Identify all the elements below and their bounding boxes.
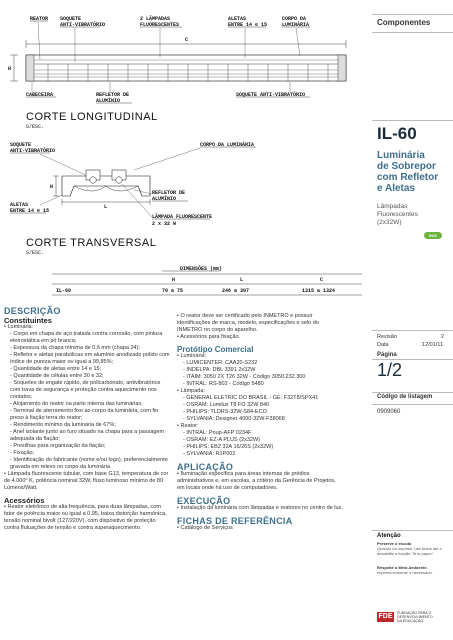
list-item: - Quantidade de células entre 30 e 32;	[10, 373, 104, 379]
dim-c-label: C	[185, 37, 189, 43]
list-item: - Rendimento mínimo da luminária de 67%;	[10, 422, 116, 428]
cross-label-corpo: CORPO DA LUMINÁRIA	[200, 142, 255, 148]
list-item: - PHILIPS: EB2 32A 16/26S (2x32W)	[183, 444, 274, 450]
product-name-line: e Aletas	[377, 183, 415, 194]
list-item: - Identificação do fabricante (nome e/ou logo), preferencialmente gravada em relevo no corpo da luminária.	[10, 457, 168, 470]
list-item: - INTRAL: RS-802 - Código 5480	[183, 381, 264, 387]
dim-row-model: IL-60	[56, 288, 72, 294]
long-section-title: CORTE LONGITUDINAL	[26, 111, 158, 123]
list-item: - Espessura da chapa mínima de 0,6 mm (chapa 24);	[10, 345, 140, 351]
label-fluorescentes: FLUORESCENTES	[140, 22, 180, 28]
left-column	[4, 308, 171, 532]
label-cabeceira: CABECEIRA	[26, 92, 54, 98]
proto-luminaria-heading: • Luminária:	[177, 353, 344, 360]
cross-section-scale: S/ESC.	[26, 250, 45, 256]
recycle-title: Respeite o Meio Ambiente.	[377, 565, 428, 570]
page-label: Página	[377, 352, 397, 358]
list-item: - OSRAM: Lumilux T8 FO 32W 840	[183, 402, 270, 408]
list-item: - ITAIM: 3050 2X T26 32W - Código 3050.232.300	[183, 374, 306, 380]
dim-header-h: H	[172, 277, 176, 283]
cross-dim-l: L	[104, 204, 108, 210]
list-code-value: 0909060	[377, 409, 401, 415]
eco-badge: eco	[424, 232, 442, 239]
section-descricao: DESCRIÇÃO	[4, 306, 61, 316]
subsection-prototipo: Protótipo Comercial	[177, 345, 254, 354]
product-type-line: Lâmpadas	[377, 203, 408, 210]
fde-logo: FDE	[378, 613, 393, 620]
fixation-text: • Acessórios para fixação.	[177, 334, 344, 341]
list-item: - Alojamento do reator na parte interna das luminárias;	[10, 401, 143, 407]
product-name	[377, 150, 453, 194]
product-type-line: Fluorescentes	[377, 211, 418, 218]
product-name-line: com Refletor	[377, 172, 439, 183]
right-panel-divider-list	[372, 392, 453, 393]
label-aletas: ALETAS	[228, 16, 247, 22]
cross-label-lampada-power: 2 x 32 W	[152, 221, 177, 227]
luminaria-heading: • Luminária:	[4, 324, 171, 331]
list-item: - Soquetes de engate rápido, de policarbonato, antivibratórios com trava de segurança e proteção contra aquecimento nos contatos;	[10, 380, 161, 400]
section-fichas: FICHAS DE REFERÊNCIA	[177, 516, 293, 526]
product-type-line: (2x32W)	[377, 219, 402, 226]
right-panel-divider-footer	[372, 530, 453, 531]
dim-row-h: 70 a 75	[162, 288, 184, 294]
product-code: IL-60	[377, 124, 417, 143]
subsection-constituintes: Constituintes	[4, 316, 52, 325]
subsection-acessorios: Acessórios	[4, 496, 45, 505]
right-column	[177, 313, 344, 532]
dim-row-l: 246 a 307	[222, 288, 250, 294]
dimensions-title: DIMENSÕES (mm)	[180, 266, 223, 272]
product-name-line: Luminária	[377, 150, 425, 161]
product-type	[377, 203, 453, 227]
list-item: - INDELPA: DBL 3391 2x32W	[183, 367, 256, 373]
list-item: - Quantidade de aletas entre 14 e 15;	[10, 366, 102, 372]
dim-row-c: 1315 a 1324	[302, 288, 336, 294]
list-item: - PHILIPS: TLDRS-32W-S84-ECO	[183, 409, 267, 415]
proto-reator-heading: • Reator:	[177, 423, 344, 430]
right-panel-divider-meta	[372, 330, 453, 331]
aplicacao-text: • Iluminação específica para áreas internas de prédios administrativos e, em escolas, a critério da Gerência de Projetos, em locais onde há uso de computadores.	[177, 471, 344, 492]
label-soquete: SOQUETE	[60, 16, 82, 22]
label-luminaria: LUMINÁRIA	[282, 22, 310, 28]
dimensions-table	[52, 262, 362, 308]
label-aletas-range: ENTRE 14 e 15	[228, 22, 268, 28]
fde-org-line: DA EDUCAÇÃO	[397, 619, 424, 624]
reator-cert-text: • O reator deve ser certificado pelo INMETRO e possuir identificações de marca, modelo, especificações e selo do INMETRO no corpo do aparelho.	[177, 313, 344, 334]
label-aluminio: ALUMÍNIO	[96, 98, 121, 104]
page-number: 1/2	[377, 360, 403, 380]
list-item: - Fixação;	[10, 450, 35, 456]
attention-title: Atenção	[377, 533, 401, 539]
list-item: - Terminal de aterramento fixo ao corpo da luminária, com fio preso à fiação terra do reator;	[10, 408, 159, 421]
attention-text: Quando for imprimir, use todos até e desabilite a função "fit to paper".	[377, 546, 442, 556]
list-item: - SYLVANIA: R1P002	[183, 451, 236, 457]
cross-label-aletas: ALETAS	[10, 202, 29, 208]
long-section-scale: S/ESC.	[26, 124, 45, 130]
list-item: - Refletor e aletas parabólicas em alumínio anodizado polido com índice de pureza maior ou igual a 99,85%;	[10, 352, 170, 365]
list-item: - Presilhas para organização da fiação;	[10, 443, 106, 449]
dim-header-l: L	[240, 277, 244, 283]
list-item: - OSRAM: EZ-A PLUS (2x32W)	[183, 437, 261, 443]
right-panel-divider-cat	[372, 32, 453, 33]
cross-label-aletas-range: ENTRE 14 e 15	[10, 208, 50, 214]
list-item: - SYLVANIA: Designer 4000-32W-F38068	[183, 416, 285, 422]
proto-lampada-heading: • Lâmpada:	[177, 388, 344, 395]
list-item: - INTRAL: Poup-AFP 0234F	[183, 430, 252, 436]
cross-label-lampada: LÂMPADA FLUORESCENTE	[152, 214, 213, 220]
fde-org-line: DESENVOLVIMENTO	[397, 615, 433, 620]
lamp-description: • Lâmpada fluorescente tubular, com base G13, temperatura de cor de 4.000° K, potência nominal 32W, fluxo luminoso mínimo de 80 Lúmens/Watt.	[4, 471, 171, 492]
label-2-lampadas: 2 LÂMPADAS	[140, 16, 171, 22]
list-item: - Anel isolante junto ao furo situado na chapa para a passagem adequada da fiação;	[10, 429, 165, 442]
cross-label-aluminio: ALUMÍNIO	[152, 196, 177, 202]
label-corpo: CORPO DA	[282, 16, 307, 22]
list-item: - Corpo em chapa de aço tratada contra corrosão, com pintura eletrostática em pó branca;	[10, 331, 163, 344]
section-execucao: EXECUÇÃO	[177, 496, 231, 506]
cross-dim-h: H	[50, 184, 54, 190]
category-label: Componentes	[377, 18, 431, 27]
right-panel-divider-top	[372, 14, 453, 15]
list-item: - GENERAL ELETRIC DO BRASIL - GE: F32T8/SPX41	[183, 395, 319, 401]
right-panel-divider-code	[372, 120, 453, 121]
execucao-text: • Instalação da luminária com lâmpadas e reatores no centro de luz.	[177, 505, 344, 512]
label-reator: REATOR	[30, 16, 49, 22]
cross-label-soquete: SOQUETE	[10, 142, 32, 148]
attention-subtitle: Preserve o escuta	[377, 541, 412, 546]
dim-header-c: C	[320, 277, 324, 283]
fde-org-name	[397, 611, 453, 624]
revision-label: Revisão	[377, 334, 397, 340]
revision-value: 2	[441, 334, 445, 340]
cross-label-refletor: REFLETOR DE	[152, 190, 186, 196]
acessorios-text: • Reator eletrônico de alta frequência, para duas lâmpadas, com fator de potência maior ou igual a 0,95, baixa distorção harmônica, tensão nominal bivolt (127/220V), com dispositivo de proteção contra flutuações de tensão e contra superaquecimento.	[4, 504, 171, 532]
cross-label-anti-vibratorio: ANTI-VIBRATÓRIO	[10, 148, 56, 154]
technical-drawing	[0, 0, 365, 300]
label-anti-vibratorio: ANTI-VIBRATÓRIO	[60, 22, 106, 28]
product-name-line: de Sobrepor	[377, 161, 436, 172]
fde-org-line: FUNDAÇÃO PARA O	[397, 611, 432, 615]
date-value: 12/01/11	[422, 342, 444, 348]
label-soquete-bottom: SOQUETE ANTI-VIBRATÓRIO	[236, 92, 306, 98]
fichas-text: • Catálogo de Serviços	[177, 525, 344, 532]
list-code-label: Código de listagem	[377, 394, 433, 400]
section-aplicacao: APLICAÇÃO	[177, 462, 234, 472]
label-refletor: REFLETOR DE	[96, 92, 130, 98]
date-label: Data	[377, 342, 389, 348]
right-panel-divider-list-2	[372, 404, 453, 405]
cross-section-title: CORTE TRANSVERSAL	[26, 237, 157, 249]
recycle-text: Imprima somente o necessário.	[377, 570, 433, 575]
list-item: - LUMICENTER: CAA20-S232	[183, 360, 258, 366]
dim-h-label: H	[8, 66, 12, 72]
